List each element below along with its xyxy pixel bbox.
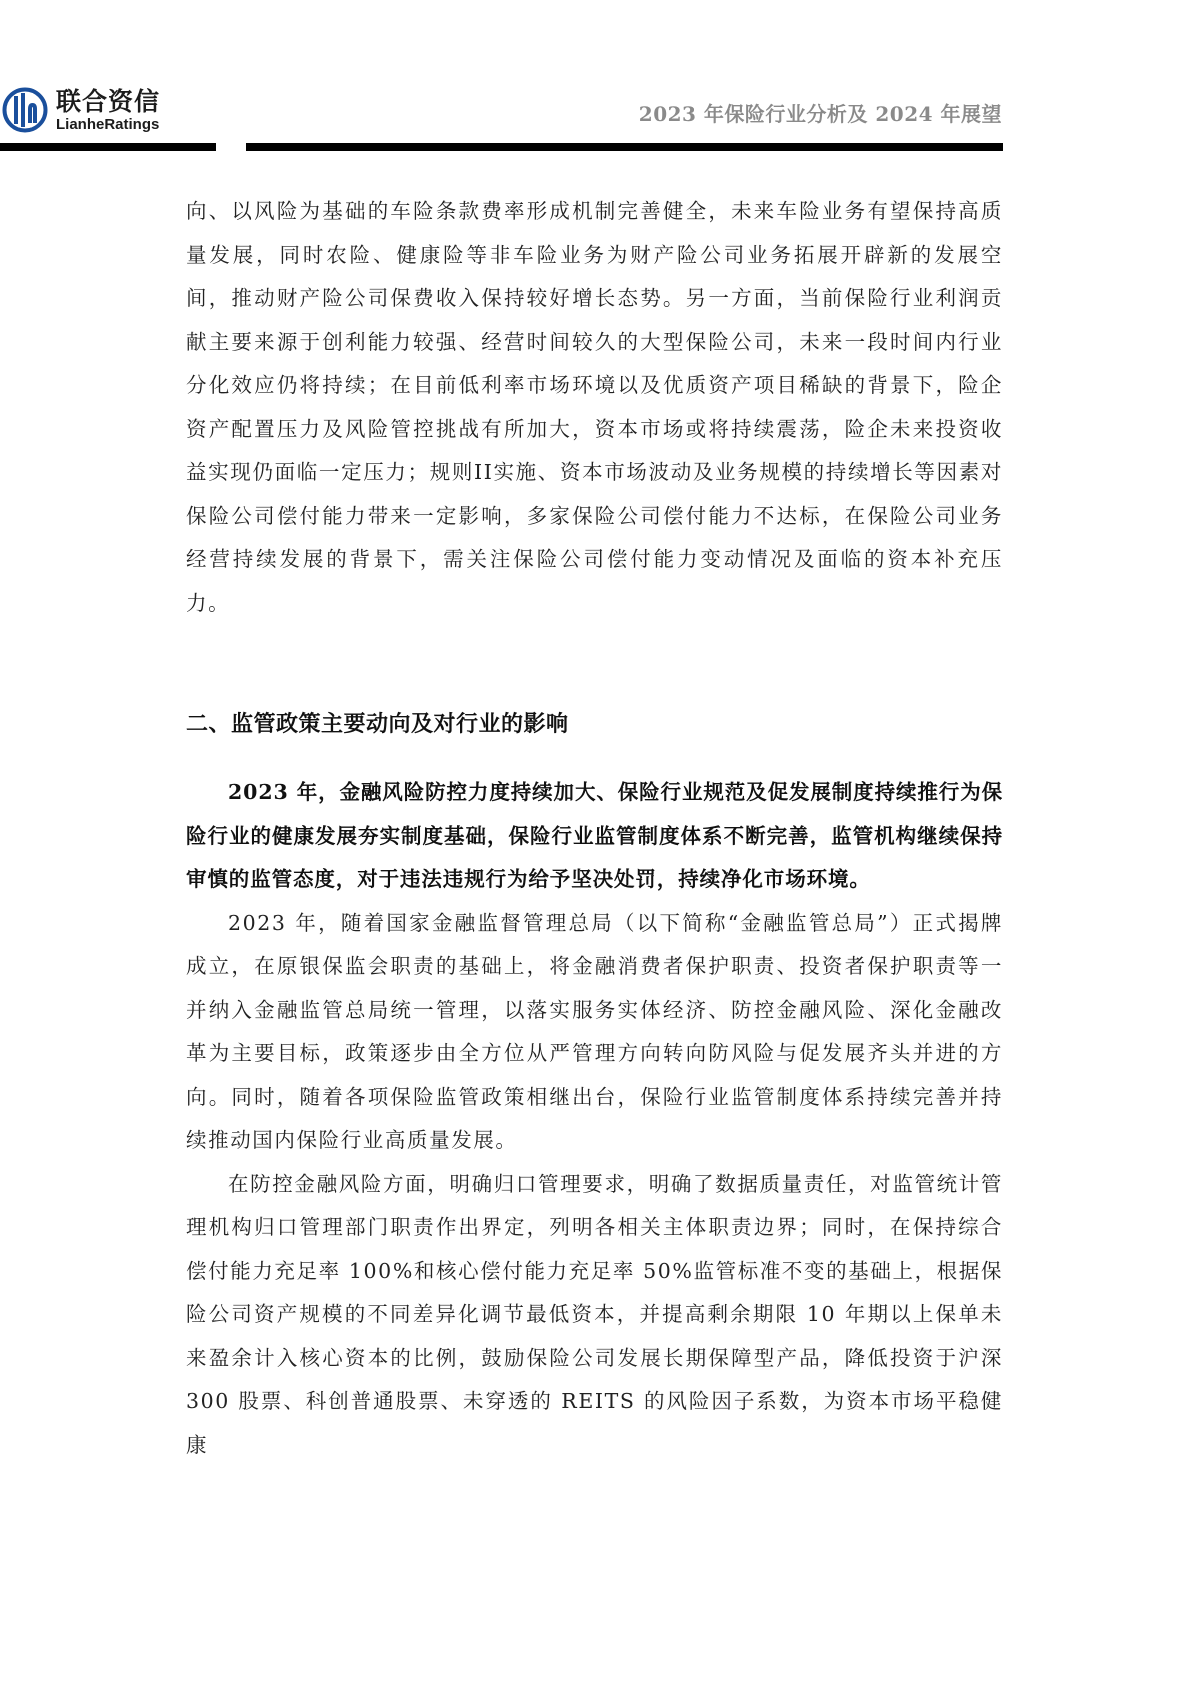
body-paragraph: 2023 年，随着国家金融监督管理总局（以下简称“金融监管总局”）正式揭牌成立，在原银保监会职责的基础上，将金融消费者保护职责、投资者保护职责等一并纳入金融监管总局统一管理，以落实服务实体经济、防控金融风险、深化金融改革为主要目标，政策逐步由全方位从严管理方向转向防风险与促发展齐头并进的方向。同时，随着各项保险监管政策相继出台，保险行业监管制度体系持续完善并持续推动国内保险行业高质量发展。 — [186, 910, 1003, 1152]
header-rule-left — [0, 143, 216, 151]
header-rule-right — [246, 143, 1003, 151]
document-body — [186, 190, 1003, 1467]
body-paragraph: 向、以风险为基础的车险条款费率形成机制完善健全，未来车险业务有望保持高质量发展，同时农险、健康险等非车险业务为财产险公司业务拓展开辟新的发展空间，推动财产险公司保费收入保持较好增长态势。另一方面，当前保险行业利润贡献主要来源于创利能力较强、经营时间较久的大型保险公司，未来一段时间内行业分化效应仍将持续；在目前低利率市场环境以及优质资产项目稀缺的背景下，险企资产配置压力及风险管控挑战有所加大，资本市场或将持续震荡，险企未来投资收益实现仍面临一定压力；规则II实施、资本市场波动及业务规模的持续增长等因素对保险公司偿付能力带来一定影响，多家保险公司偿付能力不达标，在保险公司业务经营持续发展的背景下，需关注保险公司偿付能力变动情况及面临的资本补充压力。 — [186, 199, 1003, 615]
logo-name-en: LianheRatings — [56, 115, 160, 133]
page-header — [0, 0, 1200, 160]
document-title: 2023 年保险行业分析及 2024 年展望 — [638, 102, 1002, 126]
lianhe-logo-icon — [2, 87, 48, 133]
company-logo — [2, 87, 160, 133]
body-paragraph: 在防控金融风险方面，明确归口管理要求，明确了数据质量责任，对监管统计管理机构归口管理部门职责作出界定，列明各相关主体职责边界；同时，在保持综合偿付能力充足率 100%和核心偿付能力充足率 50%监管标准不变的基础上，根据保险公司资产规模的不同差异化调节最低资本，并提高剩余期限 10 年期以上保单未来盈余计入核心资本的比例，鼓励保险公司发展长期保障型产品，降低投资于沪深 300 股票、科创普通股票、未穿透的 REITS 的风险因子系数，为资本市场平稳健康 — [186, 1171, 1003, 1457]
summary-paragraph-bold: 2023 年，金融风险防控力度持续加大、保险行业规范及促发展制度持续推行为保险行业的健康发展夯实制度基础，保险行业监管制度体系不断完善，监管机构继续保持审慎的监管态度，对于违法违规行为给予坚决处罚，持续净化市场环境。 — [186, 780, 1003, 891]
section-heading: 二、监管政策主要动向及对行业的影响 — [186, 712, 569, 737]
logo-name-cn: 联合资信 — [56, 86, 161, 116]
logo-wordmark — [56, 88, 160, 133]
